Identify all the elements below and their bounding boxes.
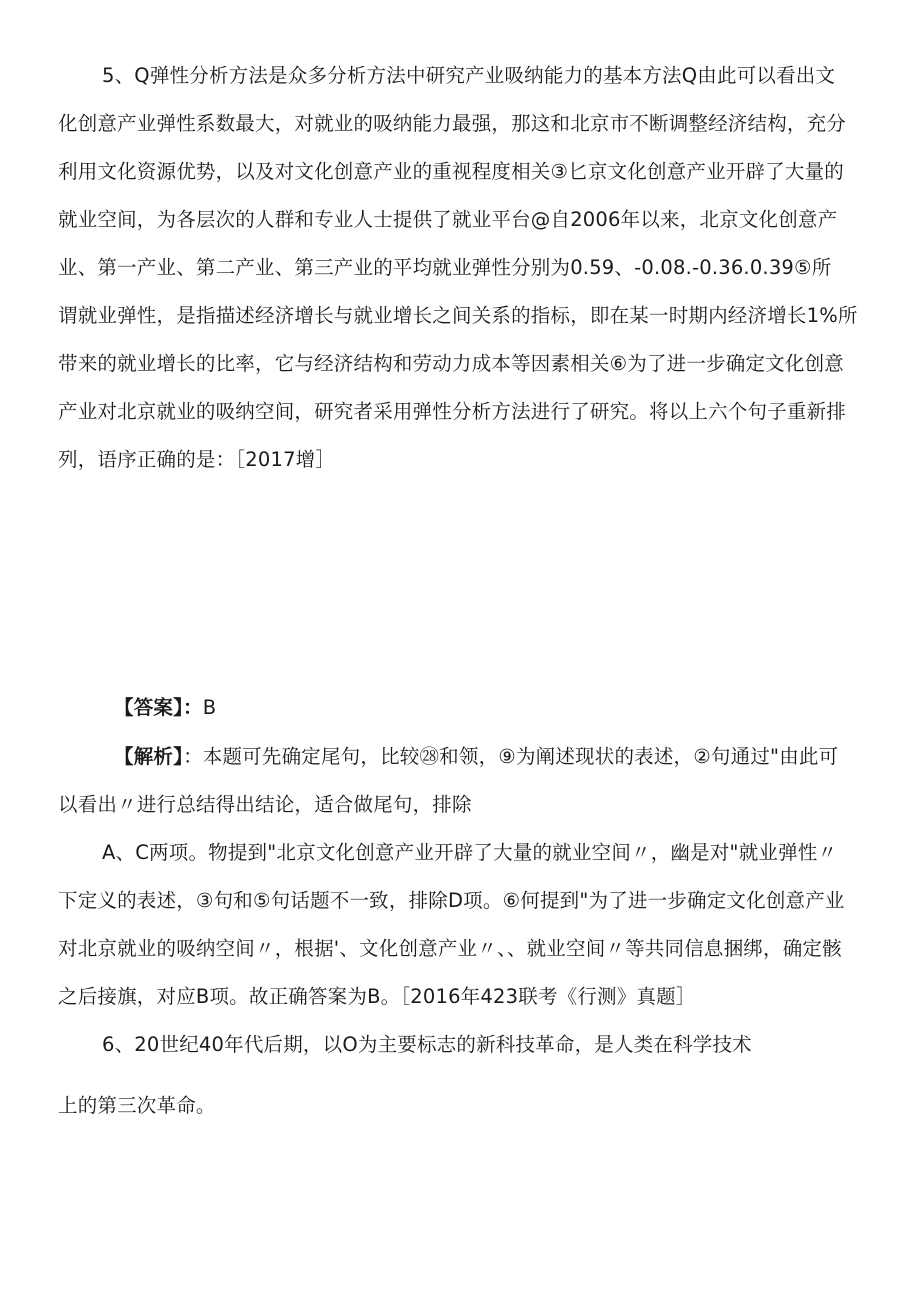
question-5 <box>58 350 864 378</box>
analysis-text: ：本题可先确定尾句，比较㉘和领，⑨为阐述现状的表述，②句通过"由此可 <box>183 745 839 768</box>
analysis-line: 对北京就业的吸纳空间〃，根据'、文化创意产业〃、、就业空间〃等共同信息捆绑，确定骸 <box>58 937 842 960</box>
question-6-line: 6、20世纪40年代后期，以O为主要标志的新科技革命，是人类在科学技术 <box>102 1033 752 1056</box>
analysis-section <box>58 935 864 963</box>
analysis-line: 下定义的表述，③句和⑤句话题不一致，排除D项。⑥何提到"为了进一步确定文化创意产业 <box>58 889 845 912</box>
analysis-section <box>58 743 864 771</box>
question-6 <box>58 1092 864 1120</box>
question-5 <box>58 158 864 186</box>
question-5 <box>58 398 864 426</box>
question-5 <box>58 110 864 138</box>
analysis-section <box>58 791 864 819</box>
analysis-line: 之后接旗，对应B项。故正确答案为B。［2016年423联考《行测》真题］ <box>58 985 696 1008</box>
analysis-label: 【解析】 <box>114 745 184 768</box>
question-5-line: 列，语序正确的是：［2017增］ <box>58 448 336 471</box>
analysis-line: A、C两项。物提到"北京文化创意产业开辟了大量的就业空间〃，幽是对"就业弹性〃 <box>102 841 838 864</box>
question-5-line: 产业对北京就业的吸纳空间，研究者采用弹性分析方法进行了研究。将以上六个句子重新排 <box>58 400 847 423</box>
answer-section <box>58 694 864 722</box>
answer-value: B <box>202 696 217 719</box>
question-5 <box>58 302 864 330</box>
question-6-line: 上的第三次革命。 <box>58 1094 216 1117</box>
question-5 <box>58 254 864 282</box>
analysis-line: 以看出〃进行总结得出结论，适合做尾句，排除 <box>58 793 472 816</box>
question-5 <box>58 206 864 234</box>
question-5-line: 就业空间，为各层次的人群和专业人士提供了就业平台@自2006年以来，北京文化创意产 <box>58 208 838 231</box>
question-5-line: 业、第一产业、第二产业、第三产业的平均就业弹性分别为0.59、-0.08.-0.36.0.39⑤所 <box>58 256 832 279</box>
analysis-section <box>58 887 864 915</box>
question-5 <box>58 62 864 90</box>
question-5-line: 利用文化资源优势，以及对文化创意产业的重视程度相关③匕京文化创意产业开辟了大量的 <box>58 160 844 183</box>
question-5 <box>58 446 864 474</box>
question-5-line: 化创意产业弹性系数最大，对就业的吸纳能力最强，那这和北京市不断调整经济结构，充分 <box>58 112 847 135</box>
question-5-line: 5、Q弹性分析方法是众多分析方法中研究产业吸纳能力的基本方法Q由此可以看出文 <box>102 64 836 87</box>
analysis-section <box>58 839 864 867</box>
question-5-line: 带来的就业增长的比率，它与经济结构和劳动力成本等因素相关⑥为了进一步确定文化创意 <box>58 352 844 375</box>
question-5-line: 谓就业弹性，是指描述经济增长与就业增长之间关系的指标，即在某一时期内经济增长1%所 <box>58 304 858 327</box>
analysis-section <box>58 983 864 1011</box>
analysis-line <box>58 743 864 771</box>
answer-label: 【答案】： <box>114 696 203 719</box>
question-6 <box>58 1031 864 1059</box>
answer-line <box>58 694 864 722</box>
